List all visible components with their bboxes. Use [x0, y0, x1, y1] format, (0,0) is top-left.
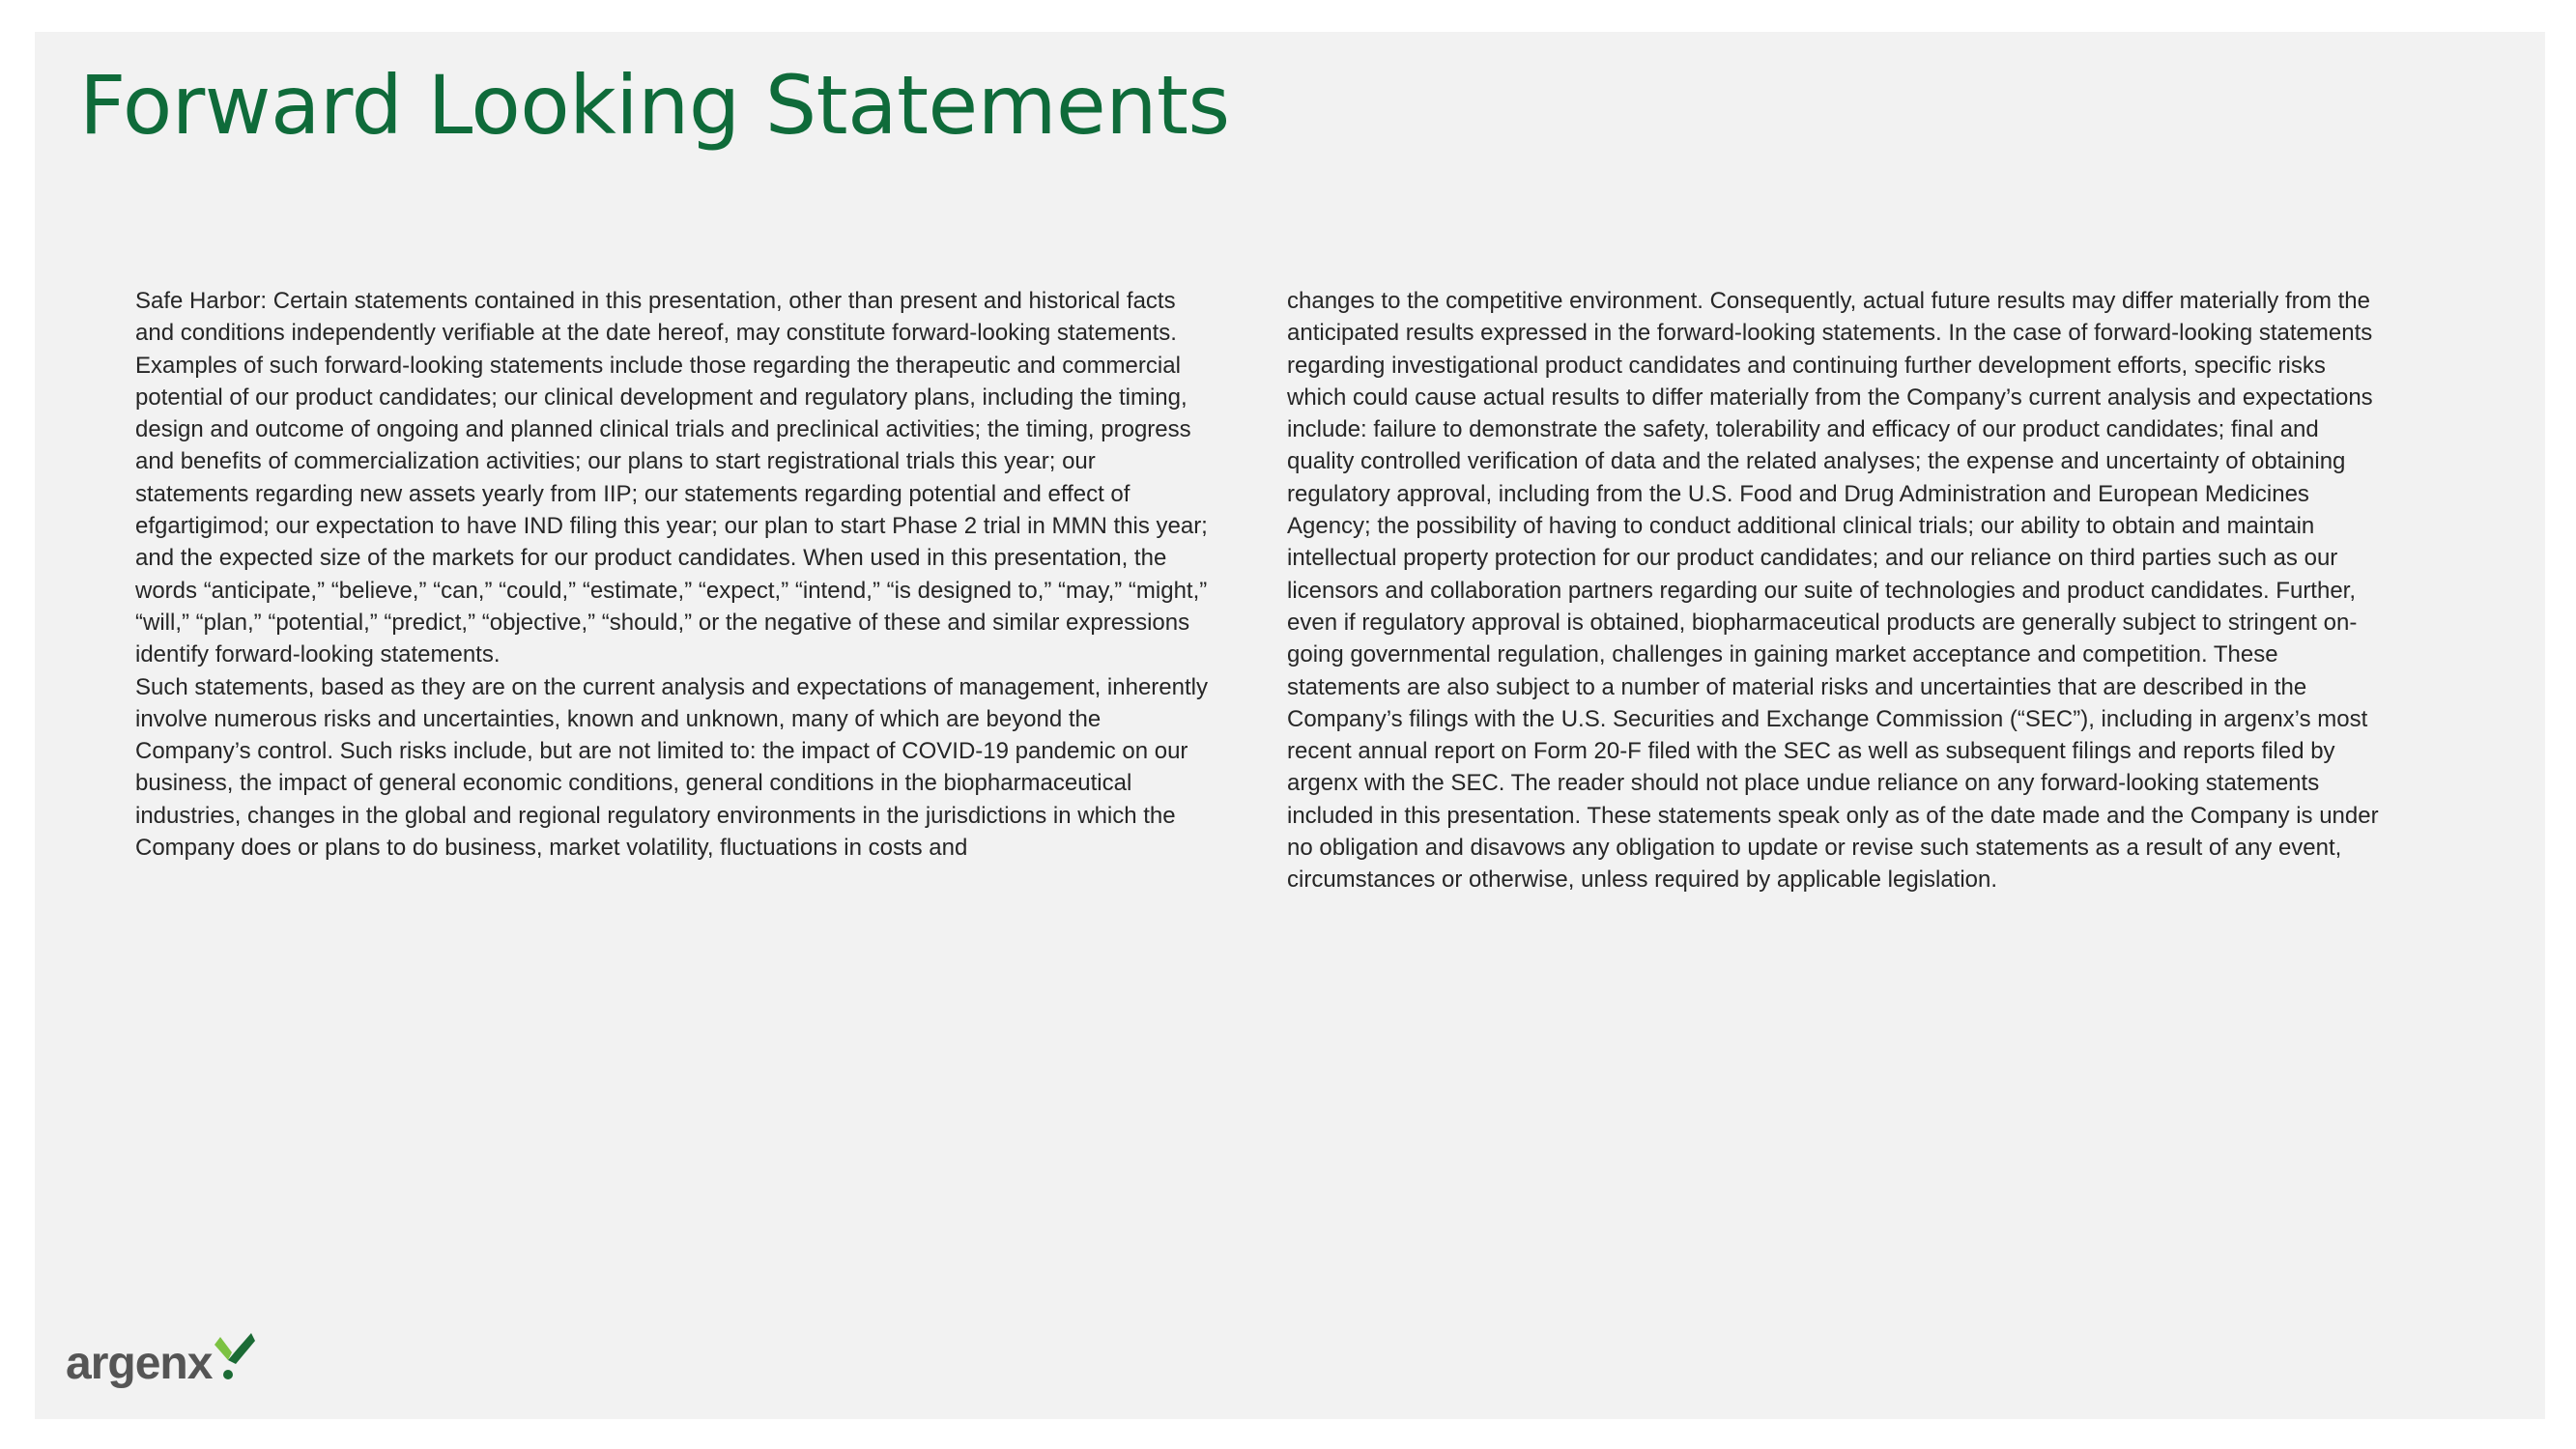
left-text-column: [135, 285, 1208, 864]
logo-wordmark: argenx: [66, 1338, 213, 1389]
continued-risks-paragraph: changes to the competitive environment. Consequently, actual future results may differ materially from the anticipated results expressed in the forward-looking statements. In the case of forward-looking statements regarding investigational product candidates and continuing further development efforts, specific risks which could cause actual results to differ materially from the Company’s current analysis and expectations include: failure to demonstrate the safety, tolerability and efficacy of our product candidates; final and quality controlled verification of data and the related analyses; the expense and uncertainty of obtaining regulatory approval, including from the U.S. Food and Drug Administration and European Medicines Agency; the possibility of having to conduct additional clinical trials; our ability to obtain and maintain intellectual property protection for our product candidates; and our reliance on third parties such as our licensors and collaboration partners regarding our suite of technologies and product candidates. Further, even if regulatory approval is obtained, biopharmaceutical products are generally subject to stringent on-going governmental regulation, challenges in gaining market acceptance and competition. These statements are also subject to a number of material risks and uncertainties that are described in the Company’s filings with the U.S. Securities and Exchange Commission (“SEC”), including in argenx’s most recent annual report on Form 20-F filed with the SEC as well as subsequent filings and reports filed by argenx with the SEC. The reader should not place undue reliance on any forward-looking statements included in this presentation. These statements speak only as of the date made and the Company is under no obligation and disavows any obligation to update or revise such statements as a result of any event, circumstances or otherwise, unless required by applicable legislation.: [1287, 288, 2379, 894]
right-text-column: [1287, 285, 2379, 896]
argenx-y-mark-icon: [211, 1331, 257, 1383]
page-title: Forward Looking Statements: [79, 58, 1230, 153]
risks-paragraph: Such statements, based as they are on the current analysis and expectations of management, inherently involve numerous risks and uncertainties, known and unknown, many of which are beyond the Company’s control. Such risks include, but are not limited to: the impact of COVID-19 pandemic on our business, the impact of general economic conditions, general conditions in the biopharmaceutical industries, changes in the global and regional regulatory environments in the jurisdictions in which the Company does or plans to do business, market volatility, fluctuations in costs and: [135, 673, 1208, 862]
safe-harbor-paragraph: Safe Harbor: Certain statements contained in this presentation, other than present and historical facts and conditions independently verifiable at the date hereof, may constitute forward-looking statements. Examples of such forward-looking statements include those regarding the therapeutic and commercial potential of our product candidates; our clinical development and regulatory plans, including the timing, design and outcome of ongoing and planned clinical trials and preclinical activities; the timing, progress and benefits of commercialization activities; our plans to start registrational trials this year; our statements regarding new assets yearly from IIP; our statements regarding potential and effect of efgartigimod; our expectation to have IND filing this year; our plan to start Phase 2 trial in MMN this year; and the expected size of the markets for our product candidates. When used in this presentation, the words “anticipate,” “believe,” “can,” “could,” “estimate,” “expect,” “intend,” “is designed to,” “may,” “might,” “will,” “plan,” “potential,” “predict,” “objective,” “should,” or the negative of these and similar expressions identify forward-looking statements.: [135, 288, 1208, 668]
argenx-logo: [66, 1331, 269, 1399]
slide: [35, 32, 2545, 1419]
